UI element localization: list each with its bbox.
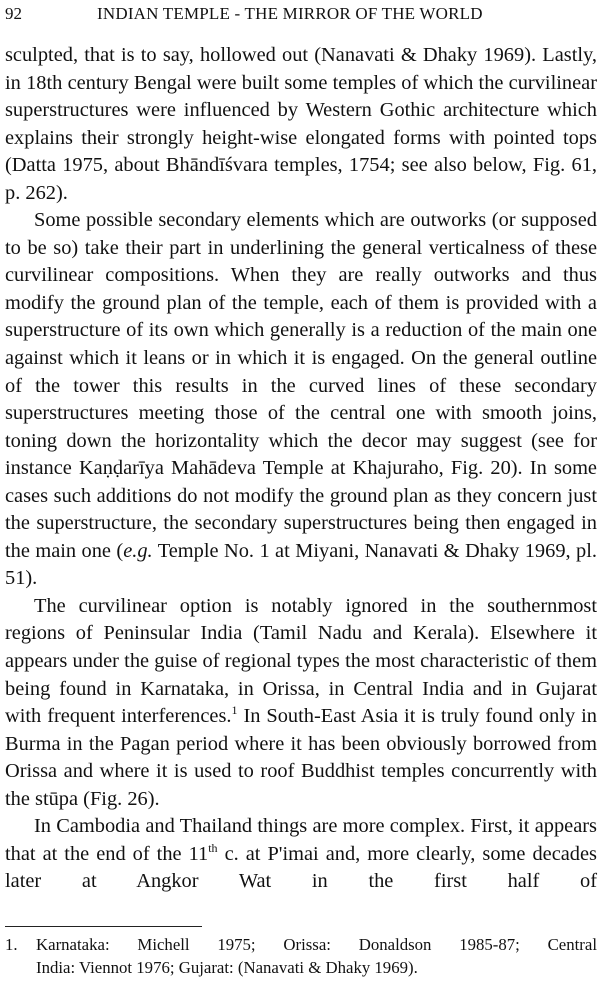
footnote-reference: 1 (231, 703, 238, 718)
paragraph-2-text-after: Temple No. 1 at Miyani, Nanavati & Dhaky 1969, pl. 51). (5, 539, 597, 590)
paragraph-4-text: In Cambodia and Thailand things are more complex. First, it appears that at the end of the 11 (5, 815, 597, 865)
footnote-line-1: Karnataka: Michell 1975; Orissa: Donaldson 1985-87; Central (36, 935, 597, 954)
paragraph-1 (5, 42, 597, 207)
footnote-line-2: India: Viennot 1976; Gujarat: (Nanavati & Dhaky 1969). (36, 958, 418, 977)
body-text (5, 42, 597, 896)
footnote-rule (5, 926, 202, 927)
running-head: INDIAN TEMPLE - THE MIRROR OF THE WORLD (97, 4, 483, 23)
paragraph-4-text-after: c. at P'imai and, more clearly, some decades later at Angkor Wat in the first half of (5, 842, 597, 893)
paragraph-4 (5, 813, 597, 896)
paragraph-2-text: Some possible secondary elements which are outworks (or supposed to be so) take their part in underlining the general verticalness of these curvilinear compositions. When they are really outworks and thus modify the ground plan of the temple, each of them is provided with a superstructure of its own which generally is a reduction of the main one against which it leans or in which it is engaged. On the general outline of the tower this results in the curved lines of these secondary superstructures meeting those of the central one with smooth joins, toning down the horizontality which the decor may suggest (see for instance Kaṇḍarīya Mahādeva Temple at Khajuraho, Fig. 20). In some cases such additions do not modify the ground plan as they concern just the superstructure, the secondary superstructures being then engaged in the main one ( (5, 209, 597, 562)
paragraph-1-text: sculpted, that is to say, hollowed out (Nanavati & Dhaky 1969). Lastly, in 18th century Bengal were built some temples of which the curvilinear superstructures were influenced by Western Gothic architecture which explains their strongly height-wise elongated forms with pointed tops (Datta 1975, about Bhāndīśvara temples, 1754; see also below, Fig. 61, p. 262). (5, 44, 597, 204)
paragraph-2 (5, 207, 597, 593)
footnote-text (36, 933, 597, 979)
book-page (5, 0, 597, 985)
footnote (5, 933, 597, 979)
paragraph-2-emphasis: e.g. (123, 539, 153, 562)
paragraph-3 (5, 593, 597, 813)
page-number: 92 (5, 4, 22, 23)
page-header (5, 2, 597, 26)
paragraph-3-text: The curvilinear option is notably ignored in the southernmost regions of Peninsular India (Tamil Nadu and Kerala). Elsewhere it appears under the guise of regional types the most characteristic of them being found in Karnataka, in Orissa, in Central India and in Gujarat with frequent interferences. (5, 594, 597, 728)
paragraph-3-text-after: In South-East Asia it is truly found only in Burma in the Pagan period where it has been obviously borrowed from Orissa and where it is used to roof Buddhist temples concurrently with the stūpa (Fig. 26). (5, 705, 597, 810)
ordinal-superscript: th (208, 840, 218, 855)
footnote-number: 1. (5, 935, 18, 954)
